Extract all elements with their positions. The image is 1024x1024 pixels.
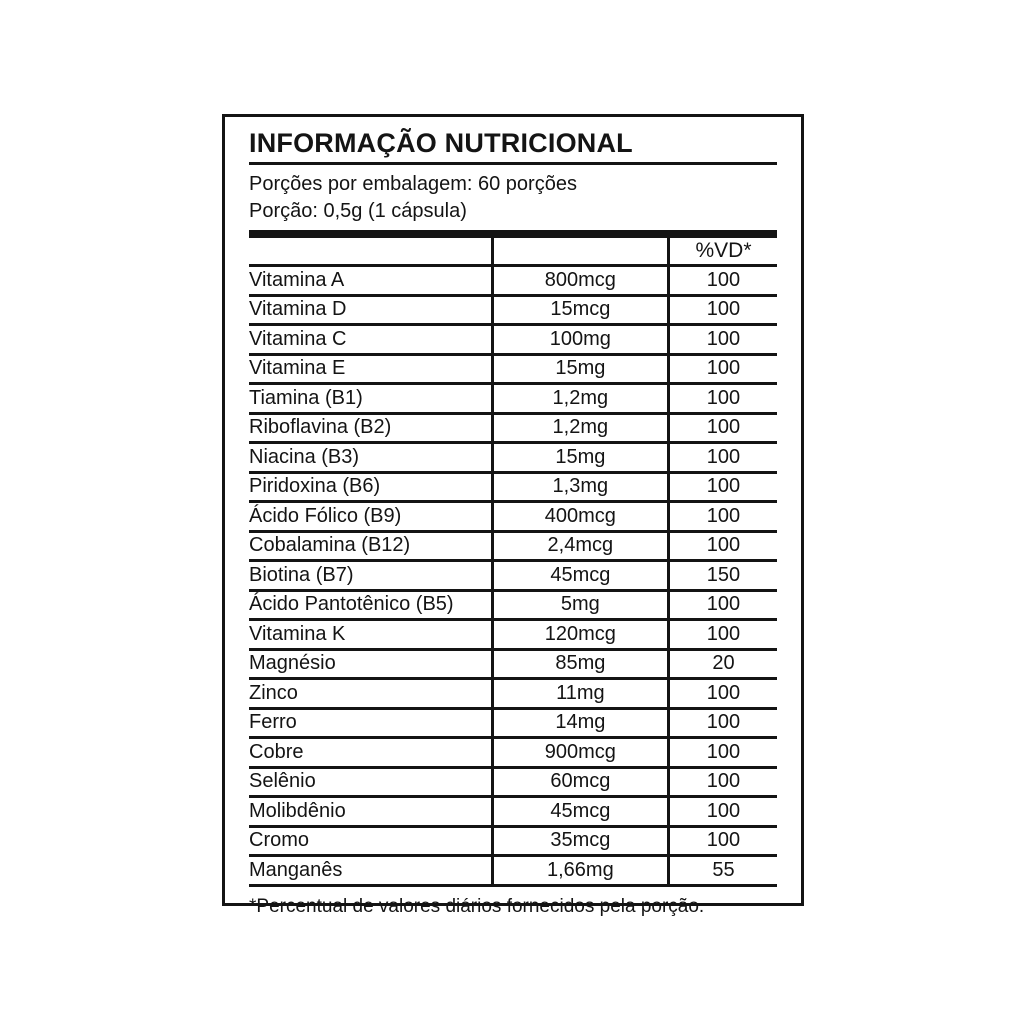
nutrient-name: Molibdênio [249,797,492,827]
table-row [249,767,777,797]
table-row [249,354,777,384]
nutrient-amount: 35mcg [492,826,668,856]
header-cell-amount [492,238,668,266]
table-row [249,856,777,886]
nutrient-dv: 100 [668,738,777,768]
nutrient-amount: 1,3mg [492,472,668,502]
daily-value-footnote: *Percentual de valores diários fornecidos pela porção. [249,895,705,917]
nutrient-amount: 900mcg [492,738,668,768]
nutrient-name: Cobre [249,738,492,768]
table-row [249,561,777,591]
table-row [249,708,777,738]
nutrient-amount: 14mg [492,708,668,738]
table-row [249,738,777,768]
table-row [249,295,777,325]
nutrition-label-panel [222,114,804,917]
nutrient-name: Biotina (B7) [249,561,492,591]
nutrient-name: Manganês [249,856,492,886]
servings-per-package-text: Porções por embalagem: 60 porções [249,173,577,195]
nutrient-name: Piridoxina (B6) [249,472,492,502]
header-cell-dv: %VD* [668,238,777,266]
nutrient-dv: 100 [668,443,777,473]
nutrient-name: Tiamina (B1) [249,384,492,414]
nutrient-name: Vitamina C [249,325,492,355]
nutrient-dv: 100 [668,502,777,532]
nutrient-amount: 60mcg [492,767,668,797]
nutrient-name: Cromo [249,826,492,856]
nutrient-dv: 100 [668,413,777,443]
nutrient-name: Vitamina E [249,354,492,384]
nutrient-name: Zinco [249,679,492,709]
table-row [249,443,777,473]
table-header-row [249,238,777,266]
nutrient-dv: 100 [668,472,777,502]
nutrient-dv: 100 [668,708,777,738]
table-row [249,531,777,561]
nutrient-amount: 15mg [492,354,668,384]
nutrient-name: Ferro [249,708,492,738]
nutrient-amount: 800mcg [492,266,668,296]
nutrient-amount: 2,4mcg [492,531,668,561]
nutrient-dv: 100 [668,325,777,355]
nutrient-dv: 20 [668,649,777,679]
nutrient-amount: 15mg [492,443,668,473]
thick-separator-bar [249,230,777,238]
serving-info-block [249,171,777,225]
nutrient-name: Vitamina K [249,620,492,650]
table-row [249,472,777,502]
nutrient-table-body [249,266,777,886]
table-row [249,384,777,414]
nutrient-name: Magnésio [249,649,492,679]
table-row [249,325,777,355]
nutrient-amount: 1,66mg [492,856,668,886]
nutrient-dv: 55 [668,856,777,886]
nutrient-amount: 11mg [492,679,668,709]
nutrient-name: Niacina (B3) [249,443,492,473]
table-row [249,679,777,709]
nutrient-name: Vitamina A [249,266,492,296]
nutrient-name: Selênio [249,767,492,797]
nutrient-dv: 100 [668,797,777,827]
nutrient-amount: 1,2mg [492,413,668,443]
nutrient-name: Ácido Pantotênico (B5) [249,590,492,620]
nutrient-amount: 100mg [492,325,668,355]
nutrition-label-title: INFORMAÇÃO NUTRICIONAL [249,128,633,158]
table-row [249,620,777,650]
table-row [249,797,777,827]
header-cell-nutrient [249,238,492,266]
nutrient-dv: 100 [668,826,777,856]
nutrient-dv: 100 [668,295,777,325]
table-row [249,590,777,620]
nutrient-amount: 400mcg [492,502,668,532]
nutrient-dv: 100 [668,531,777,561]
nutrient-dv: 100 [668,266,777,296]
nutrient-dv: 100 [668,354,777,384]
table-row [249,649,777,679]
nutrient-amount: 1,2mg [492,384,668,414]
nutrient-amount: 45mcg [492,561,668,591]
table-row [249,826,777,856]
table-row [249,502,777,532]
nutrient-name: Vitamina D [249,295,492,325]
title-rule-divider [249,162,777,165]
table-row [249,413,777,443]
nutrient-amount: 5mg [492,590,668,620]
serving-size-text: Porção: 0,5g (1 cápsula) [249,200,467,222]
nutrient-amount: 120mcg [492,620,668,650]
nutrient-dv: 100 [668,384,777,414]
nutrient-table [249,238,777,887]
nutrient-amount: 45mcg [492,797,668,827]
nutrient-dv: 100 [668,679,777,709]
nutrient-name: Riboflavina (B2) [249,413,492,443]
table-row [249,266,777,296]
nutrient-dv: 100 [668,590,777,620]
nutrient-amount: 15mcg [492,295,668,325]
nutrient-dv: 100 [668,767,777,797]
nutrient-dv: 100 [668,620,777,650]
nutrient-dv: 150 [668,561,777,591]
nutrient-name: Cobalamina (B12) [249,531,492,561]
nutrient-name: Ácido Fólico (B9) [249,502,492,532]
nutrient-amount: 85mg [492,649,668,679]
